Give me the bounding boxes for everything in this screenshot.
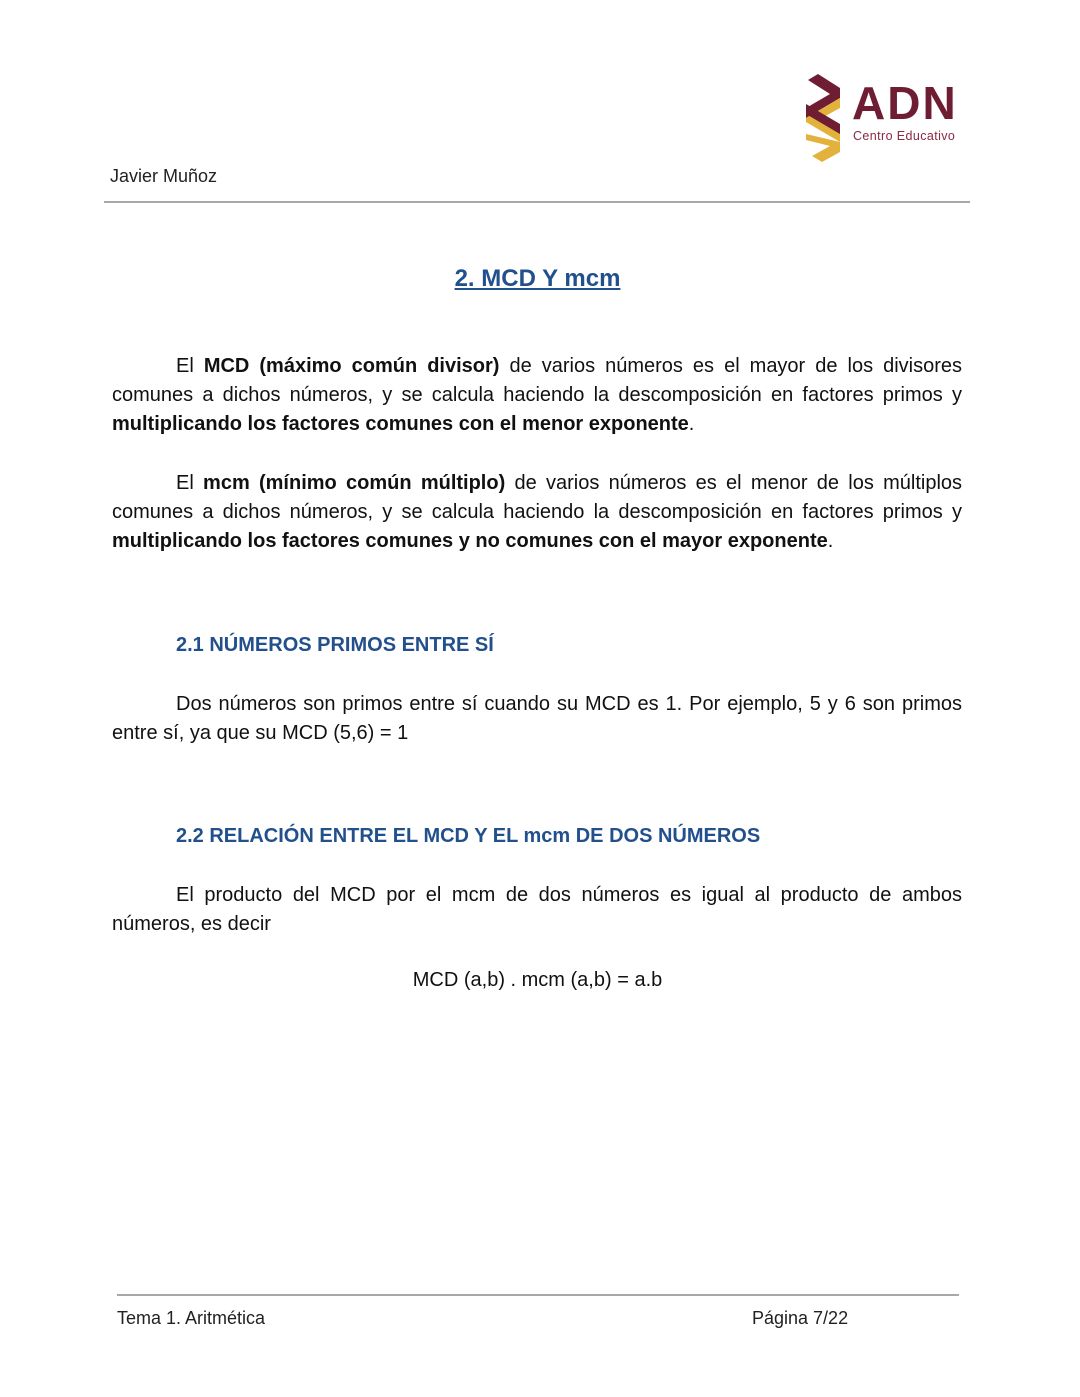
- paragraph-mcd-end: .: [688, 413, 695, 435]
- logo-subtitle: Centro Educativo: [853, 129, 956, 143]
- footer-topic: Tema 1. Aritmética: [117, 1308, 266, 1328]
- paragraph-mcm-end: .: [827, 530, 834, 552]
- paragraph-mcd-term: MCD (máximo común divisor): [203, 355, 500, 377]
- paragraph-mcm-term: mcm (mínimo común múltiplo): [203, 472, 506, 494]
- paragraph-mcm-body: de varios números es el menor de los múltiplos comunes a dichos números, y se calcula haciendo la descomposición en factores primos y: [112, 472, 963, 523]
- footer-page-number: Página 7/22: [752, 1308, 849, 1328]
- formula: MCD (a,b) . mcm (a,b) = a.b: [412, 969, 663, 991]
- header-author: Javier Muñoz: [110, 166, 218, 186]
- header-divider: [104, 201, 970, 203]
- paragraph-mcd-emphasis: multiplicando los factores comunes con el menor exponente: [112, 413, 689, 435]
- paragraph-mcd-body: de varios números es el mayor de los divisores comunes a dichos números, y se calcula haciendo la descomposición en factores primos y: [112, 355, 962, 406]
- section-heading-primos: 2.1 NÚMEROS PRIMOS ENTRE SÍ: [176, 634, 494, 656]
- paragraph-mcd: [112, 352, 962, 439]
- paragraph-relacion: El producto del MCD por el mcm de dos números es igual al producto de ambos números, es decir: [112, 884, 962, 935]
- logo-dna-icon: [800, 74, 848, 162]
- paragraph-mcm: [112, 469, 962, 556]
- footer-divider: [117, 1294, 959, 1296]
- page-title: 2. MCD Y mcm: [454, 265, 621, 292]
- section-heading-relacion: 2.2 RELACIÓN ENTRE EL MCD Y EL mcm DE DOS NÚMEROS: [176, 825, 761, 847]
- logo: [800, 74, 960, 164]
- paragraph-primos: Dos números son primos entre sí cuando su MCD es 1. Por ejemplo, 5 y 6 son primos entre sí, ya que su MCD (5,6) = 1: [112, 693, 962, 744]
- paragraph-mcm-lead: El: [176, 472, 204, 494]
- paragraph-mcd-lead: El: [176, 355, 204, 377]
- paragraph-mcm-emphasis: multiplicando los factores comunes y no comunes con el mayor exponente: [112, 530, 828, 552]
- logo-title: ADN: [852, 77, 958, 129]
